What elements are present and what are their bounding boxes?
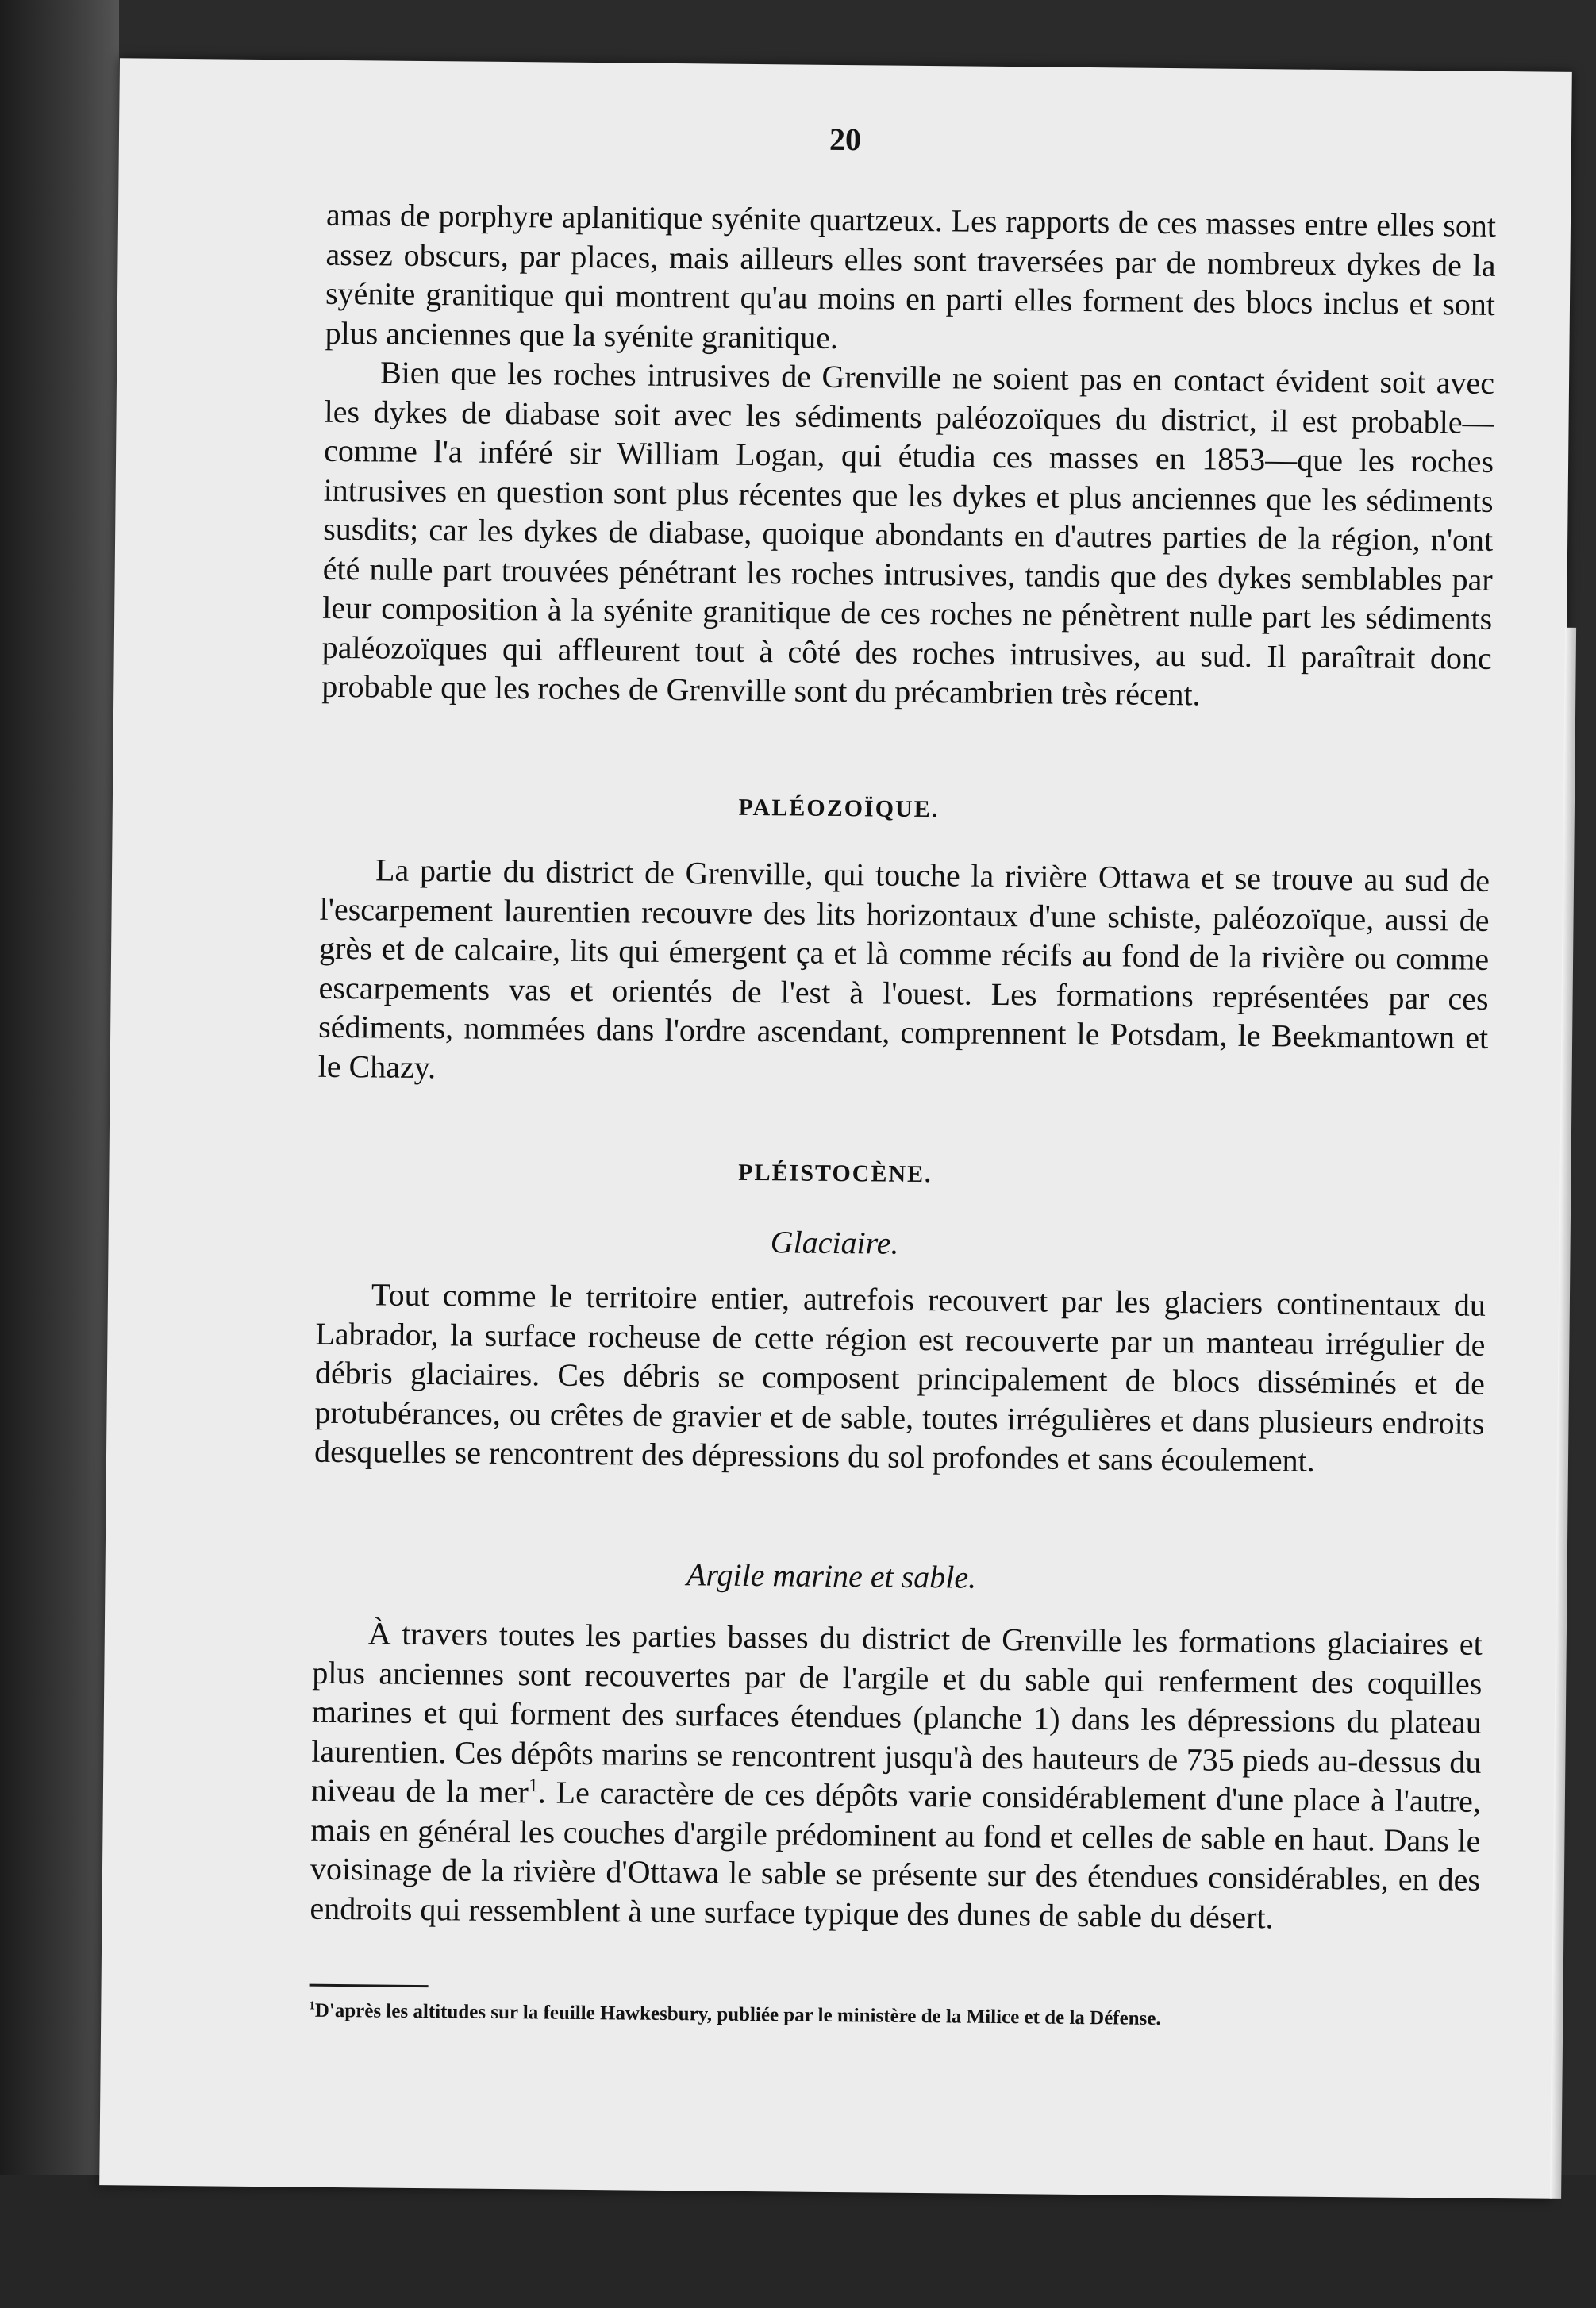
footnote-reference: 1: [528, 1775, 539, 1797]
paragraph-argile-marine: [310, 1614, 1483, 1939]
document-page: [99, 58, 1572, 2198]
footnote-marker: 1: [309, 1999, 315, 2013]
page-number: 20: [829, 121, 862, 158]
page-edge-shadow: [1550, 628, 1576, 2199]
paragraph-paleozoique: La partie du district de Grenville, qui touche la rivière Ottawa et se trouve au sud de l'escarpement laurentien recouvre des lits horizontaux d'une schiste, paléozoïque, aussi de grès et de calcaire, lits qui émergent ça et là comme récifs au fond de la rivière ou comme escarpements vas et orientés de l'est à l'ouest. Les formations représentées par ces sédiments, nommées dans l'ordre ascendant, comprennent le Potsdam, le Beekmantown et le Chazy.: [317, 852, 1490, 1085]
footnote: [309, 2000, 1479, 2033]
footnote-text: D'après les altitudes sur la feuille Hawkesbury, publiée par le ministère de la Milice et de la Défense.: [314, 1999, 1161, 2029]
paragraph-porphyre: amas de porphyre aplanitique syénite quartzeux. Les rapports de ces masses entre elles sont assez obscurs, par places, mais ailleurs elles sont traversées par de nombreux dykes de la syénite granitique qui montrent qu'au moins en parti elles forment des blocs inclus et sont plus anciennes que la syénite granitique.: [325, 196, 1497, 356]
subheading-argile-marine: Argile marine et sable.: [686, 1556, 977, 1595]
section-heading-pleistocene: PLÉISTOCÈNE.: [738, 1159, 933, 1188]
paragraph-argile-text-b: . Le caractère de ces dépôts varie considérablement d'une place à l'autre, mais en général les couches d'argile prédominent au fond et celles de sable en haut. Dans le voisinage de la rivière d'Ottawa le sable se présente sur des étendues considérables, en des endroits qui ressemblent à une surface typique des dunes de sable du désert.: [310, 1774, 1482, 1935]
paragraph-argile-text-a: À travers toutes les parties basses du district de Grenville les formations glaciaires et plus anciennes sont recouvertes par de l'argile et du sable qui renferment des coquilles marines et qui forment des surfaces étendues (planche 1) dans les dépressions du plateau laurentien. Ces dépôts marins se rencontrent jusqu'à des hauteurs de 735 pieds au-dessus du niveau de la mer: [310, 1615, 1483, 1810]
subheading-glaciaire: Glaciaire.: [770, 1224, 899, 1261]
section-heading-paleozoique: PALÉOZOÏQUE.: [738, 794, 940, 823]
footnote-divider: [310, 1984, 429, 1987]
paragraph-roches-intrusives: Bien que les roches intrusives de Grenville ne soient pas en contact évident soit avec les dykes de diabase soit avec les sédiments paléozoïques du district, il est probable—comme l'a inféré sir William Logan, qui étudia ces masses en 1853—que les roches intrusives en question sont plus récentes que les dykes et plus anciennes que les sédiments susdits; car les dykes de diabase, quoique abondants en d'autres parties de la région, n'ont été nulle part trouvées pénétrant les roches intrusives, tandis que des dykes semblables par leur composition à la syénite granitique de ces roches ne pénètrent nulle part les sédiments paléozoïques qui affleurent tout à côté des roches intrusives, au sud. Il paraîtrait donc probable que les roches de Grenville sont du précambrien très récent.: [321, 354, 1495, 713]
paragraph-glaciaire: Tout comme le territoire entier, autrefois recouvert par les glaciers continentaux du Labrador, la surface rocheuse de cette région est recouverte par un manteau irrégulier de débris glaciaires. Ces débris se composent principalement de blocs disséminés et de protubérances, ou crêtes de gravier et de sable, toutes irrégulières et dans plusieurs endroits desquelles se rencontrent des dépressions du sol profondes et sans écoulement.: [313, 1276, 1486, 1479]
